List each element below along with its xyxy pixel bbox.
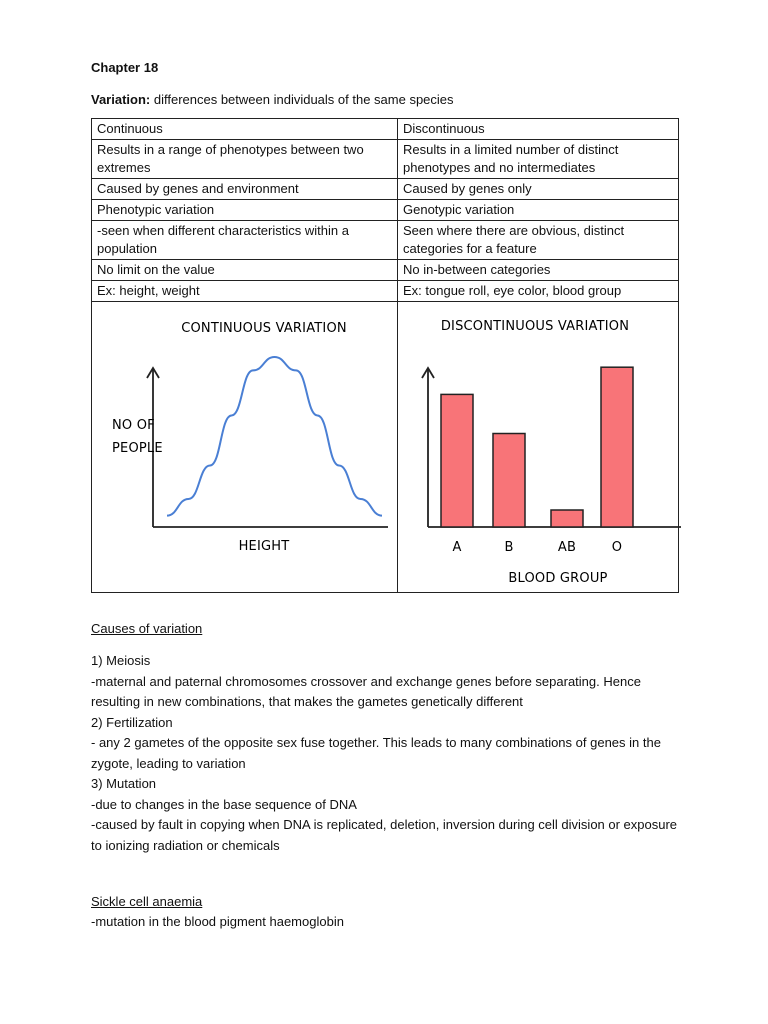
table-row — [92, 281, 679, 302]
tick-label-o: O — [611, 540, 623, 555]
chapter-title: Chapter 18 — [91, 60, 159, 75]
mutation-text-2: -caused by fault in copying when DNA is replicated, deletion, inversion during cell division or exposure to ionizing radiation or chemicals — [91, 817, 678, 853]
variation-def-text: differences between individuals of the same species — [150, 92, 454, 107]
x-axis-label: HEIGHT — [238, 539, 290, 554]
table-cell: Results in a range of phenotypes between two extremes — [92, 140, 398, 179]
table-cell: -seen when different characteristics within a population — [92, 221, 398, 260]
bar-o — [601, 367, 633, 527]
table-cell: No in-between categories — [398, 260, 679, 281]
table-cell: Genotypic variation — [398, 200, 679, 221]
table-cell: Phenotypic variation — [92, 200, 398, 221]
bar-b — [493, 434, 525, 528]
tick-label-a: A — [452, 540, 462, 555]
table-row — [92, 200, 679, 221]
meiosis-text: -maternal and paternal chromosomes crossover and exchange genes before separating. Hence resulting in new combinations, that makes the gametes genetically different — [91, 673, 641, 709]
table-cell: No limit on the value — [92, 260, 398, 281]
comparison-table — [91, 118, 679, 593]
table-header-row — [92, 119, 679, 140]
discontinuous-chart-cell — [398, 302, 679, 593]
table-cell: Caused by genes and environment — [92, 179, 398, 200]
header-continuous: Continuous — [92, 119, 398, 140]
table-row — [92, 179, 679, 200]
mutation-title: 3) Mutation — [91, 776, 157, 791]
sickle-text: -mutation in the blood pigment haemoglobin — [91, 914, 344, 929]
fertilization-title: 2) Fertilization — [91, 714, 173, 730]
charts-row — [92, 302, 679, 593]
tick-label-ab: AB — [557, 540, 577, 555]
discontinuous-variation-chart — [398, 302, 683, 592]
table-cell: Caused by genes only — [398, 179, 679, 200]
table-cell: Ex: tongue roll, eye color, blood group — [398, 281, 679, 302]
y-axis-label-line1: NO OF — [112, 418, 155, 433]
table-cell: Results in a limited number of distinct phenotypes and no intermediates — [398, 140, 679, 179]
table-cell: Ex: height, weight — [92, 281, 398, 302]
table-row — [92, 221, 679, 260]
table-cell: Seen where there are obvious, distinct categories for a feature — [398, 221, 679, 260]
table-row — [92, 260, 679, 281]
bar-a — [441, 394, 473, 527]
variation-definition — [91, 90, 681, 110]
table-row — [92, 140, 679, 179]
x-axis-label: BLOOD GROUP — [508, 571, 608, 586]
causes-heading: Causes of variation — [91, 621, 203, 636]
chart-title: DISCONTINUOUS VARIATION — [440, 319, 630, 334]
variation-term: Variation: — [91, 92, 151, 107]
fertilization-text: - any 2 gametes of the opposite sex fuse together. This leads to many combinations of genes in the zygote, leading to variation — [91, 735, 661, 771]
chart-title: CONTINUOUS VARIATION — [181, 321, 347, 336]
mutation-text-1: -due to changes in the base sequence of DNA — [91, 796, 357, 812]
causes-section — [91, 619, 681, 856]
bar-ab — [551, 510, 583, 527]
y-axis-label-line2: PEOPLE — [112, 441, 163, 456]
header-discontinuous: Discontinuous — [398, 119, 679, 140]
meiosis-title: 1) Meiosis — [91, 653, 151, 668]
continuous-chart-cell — [92, 302, 398, 593]
tick-label-b: B — [504, 540, 514, 555]
sickle-heading: Sickle cell anaemia — [91, 894, 203, 909]
distribution-curve — [167, 357, 382, 516]
sickle-section — [91, 892, 681, 933]
document-page — [91, 58, 681, 933]
continuous-variation-chart — [92, 302, 395, 592]
